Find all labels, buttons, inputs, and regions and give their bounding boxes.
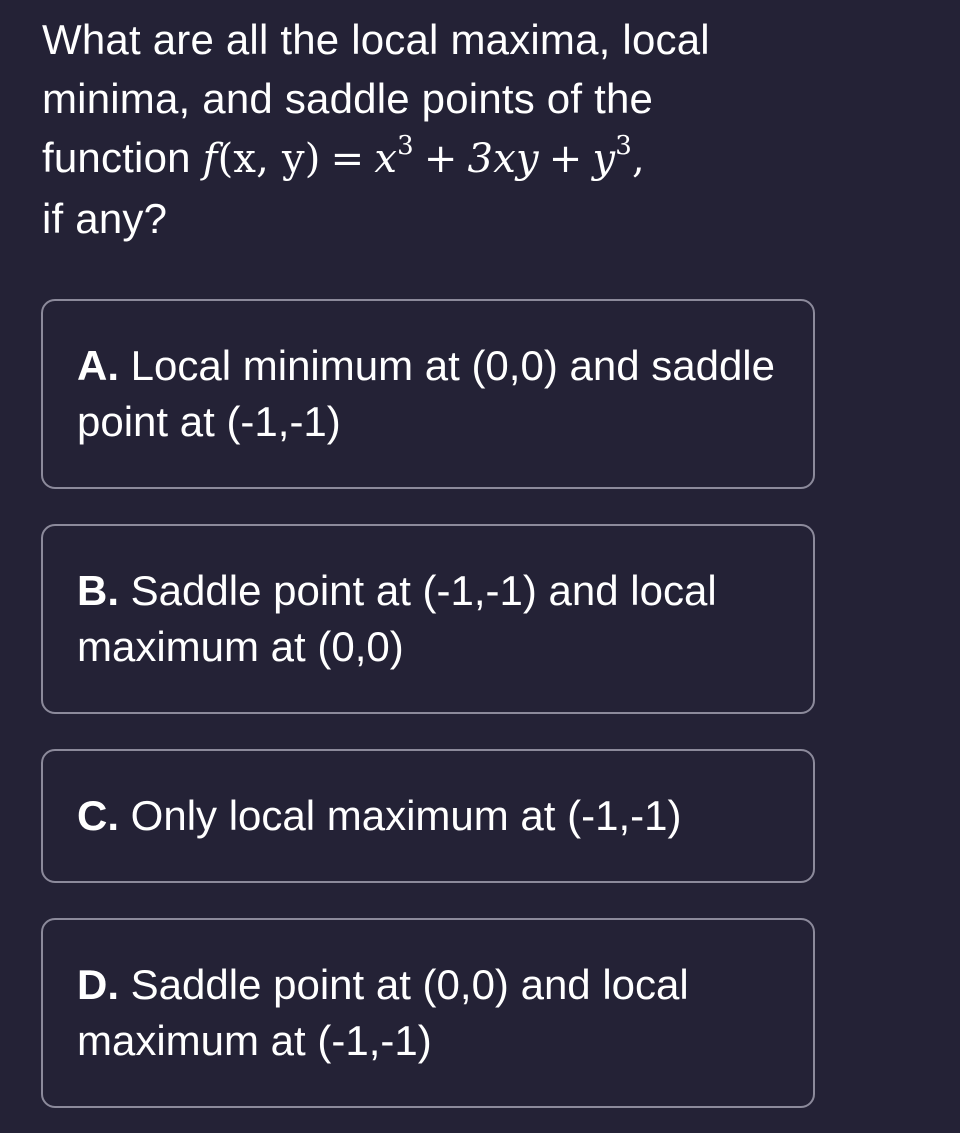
option-c-text: Only local maximum at (-1,-1)	[130, 792, 682, 839]
question-line-2: minima, and saddle points of the	[42, 75, 654, 122]
function-formula: f(x, $y) = x^3 + 3xy + y^3$,	[202, 130, 645, 182]
question-line-1: What are all the local maxima, local	[42, 16, 710, 63]
option-c-letter: C.	[77, 792, 119, 839]
option-b[interactable]	[41, 524, 815, 714]
question-line-4: if any?	[42, 195, 168, 242]
option-a-letter: A.	[77, 342, 119, 389]
question-prefix: function	[42, 134, 191, 181]
option-c[interactable]	[41, 749, 815, 883]
option-d[interactable]	[41, 918, 815, 1108]
question-text	[42, 10, 832, 248]
option-d-letter: D.	[77, 961, 119, 1008]
option-a[interactable]	[41, 299, 815, 489]
question-line-3	[42, 128, 832, 189]
option-b-letter: B.	[77, 567, 119, 614]
option-d-text: Saddle point at (0,0) and local maximum at (-1,-1)	[77, 961, 689, 1064]
option-a-text: Local minimum at (0,0) and saddle point at (-1,-1)	[77, 342, 775, 445]
option-b-text: Saddle point at (-1,-1) and local maximum at (0,0)	[77, 567, 717, 670]
